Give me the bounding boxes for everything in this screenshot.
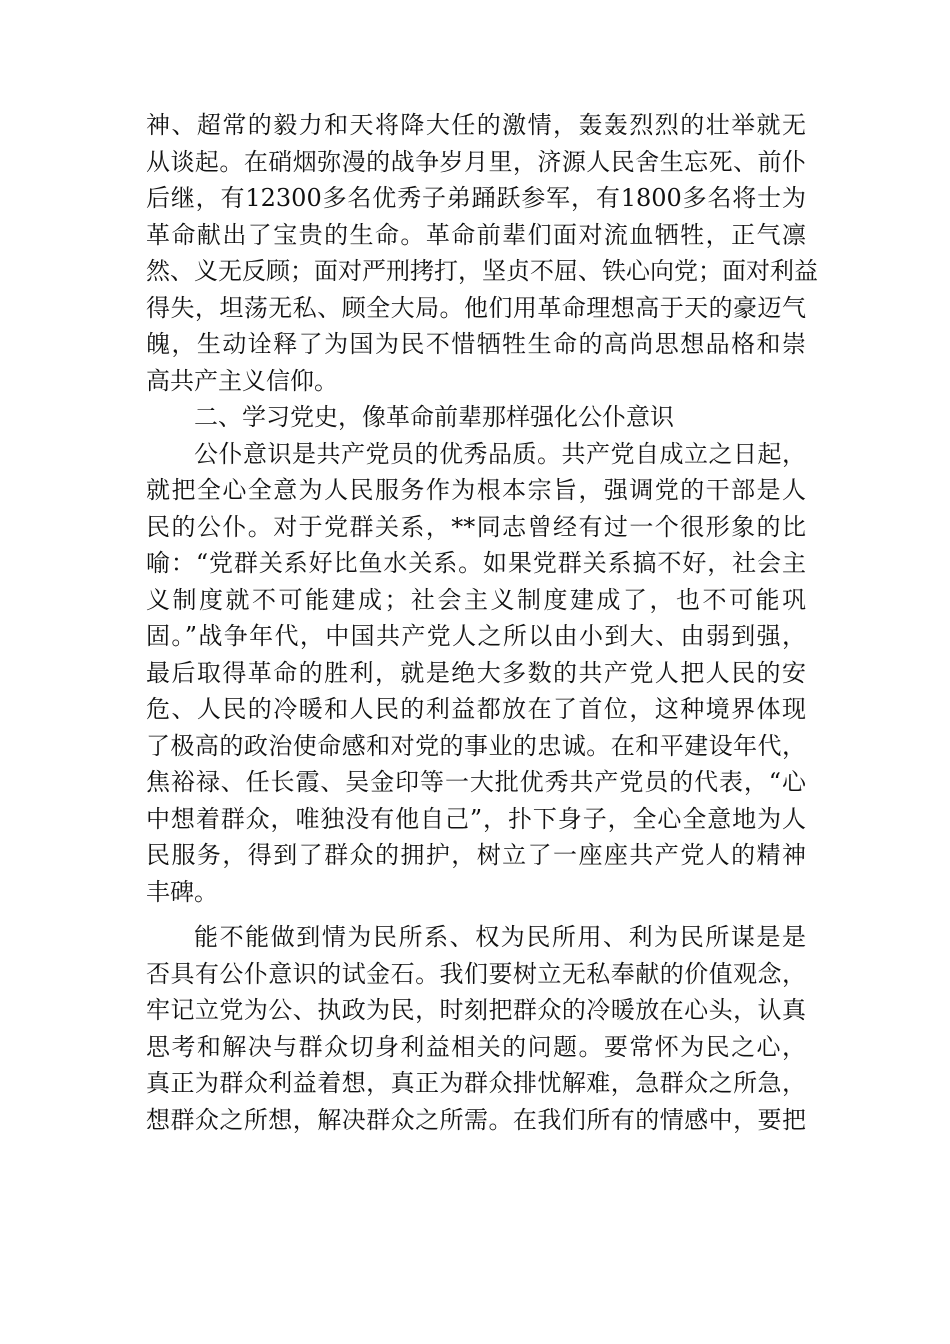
text-line: 后继，有12300多名优秀子弟踊跃参军，有1800多名将士为 (146, 184, 806, 212)
text-line: 然、义无反顾；面对严刑拷打，坚贞不屈、铁心向党；面对利益 (146, 257, 818, 285)
text-line: 喻：“党群关系好比鱼水关系。如果党群关系搞不好，社会主 (146, 549, 806, 577)
text-line: 了极高的政治使命感和对党的事业的忠诚。在和平建设年代， (146, 731, 806, 760)
document-body (146, 107, 818, 1138)
text-line: 神、超常的毅力和天将降大任的激情，轰轰烈烈的壮举就无 (146, 111, 806, 139)
section-heading (146, 399, 806, 436)
text-line: 革命献出了宝贵的生命。革命前辈们面对流血牺牲，正气凛 (146, 220, 806, 249)
text-line: 思考和解决与群众切身利益相关的问题。要常怀为民之心， (146, 1032, 806, 1061)
text-line: 从谈起。在硝烟弥漫的战争岁月里，济源人民舍生忘死、前仆 (146, 147, 806, 176)
text-line: 否具有公仆意识的试金石。我们要树立无私奉献的价值观念， (146, 959, 806, 988)
text-line: 民的公仆。对于党群关系，**同志曾经有过一个很形象的比 (146, 512, 806, 541)
text-line: 能不能做到情为民所系、权为民所用、利为民所谋是是 (194, 923, 806, 951)
text-line: 民服务，得到了群众的拥护，树立了一座座共产党人的精神 (146, 841, 806, 869)
text-line: 最后取得革命的胜利，就是绝大多数的共产党人把人民的安 (146, 658, 806, 687)
text-line: 丰碑。 (146, 877, 218, 906)
text-line: 高共产主义信仰。 (146, 366, 338, 395)
text-line: 得失，坦荡无私、顾全大局。他们用革命理想高于天的豪迈气 (146, 293, 806, 322)
text-line: 公仆意识是共产党员的优秀品质。共产党自成立之日起， (194, 439, 806, 468)
text-line: 真正为群众利益着想，真正为群众排忧解难，急群众之所急， (146, 1069, 806, 1097)
text-line: 就把全心全意为人民服务作为根本宗旨，强调党的干部是人 (146, 476, 806, 504)
text-line: 固。”战争年代，中国共产党人之所以由小到大、由弱到强， (146, 622, 806, 650)
text-line: 想群众之所想，解决群众之所需。在我们所有的情感中，要把 (146, 1105, 806, 1134)
paragraph-1 (146, 107, 818, 399)
text-line: 危、人民的冷暖和人民的利益都放在了首位，这种境界体现 (146, 695, 806, 723)
text-line: 义制度就不可能建成；社会主义制度建成了，也不可能巩 (146, 585, 806, 614)
text-line: 魄，生动诠释了为国为民不惜牺牲生命的高尚思想品格和崇 (146, 330, 806, 358)
heading-text: 二、学习党史，像革命前辈那样强化公仆意识 (194, 403, 674, 431)
text-line: 焦裕禄、任长霞、吴金印等一大批优秀共产党员的代表，“心 (146, 768, 806, 796)
text-line: 牢记立党为公、执政为民，时刻把群众的冷暖放在心头，认真 (146, 996, 806, 1024)
paragraph-2 (146, 436, 806, 911)
paragraph-3 (146, 919, 806, 1138)
text-line: 中想着群众，唯独没有他自己”，扑下身子，全心全意地为人 (146, 804, 806, 833)
paragraph-spacer (146, 910, 806, 919)
